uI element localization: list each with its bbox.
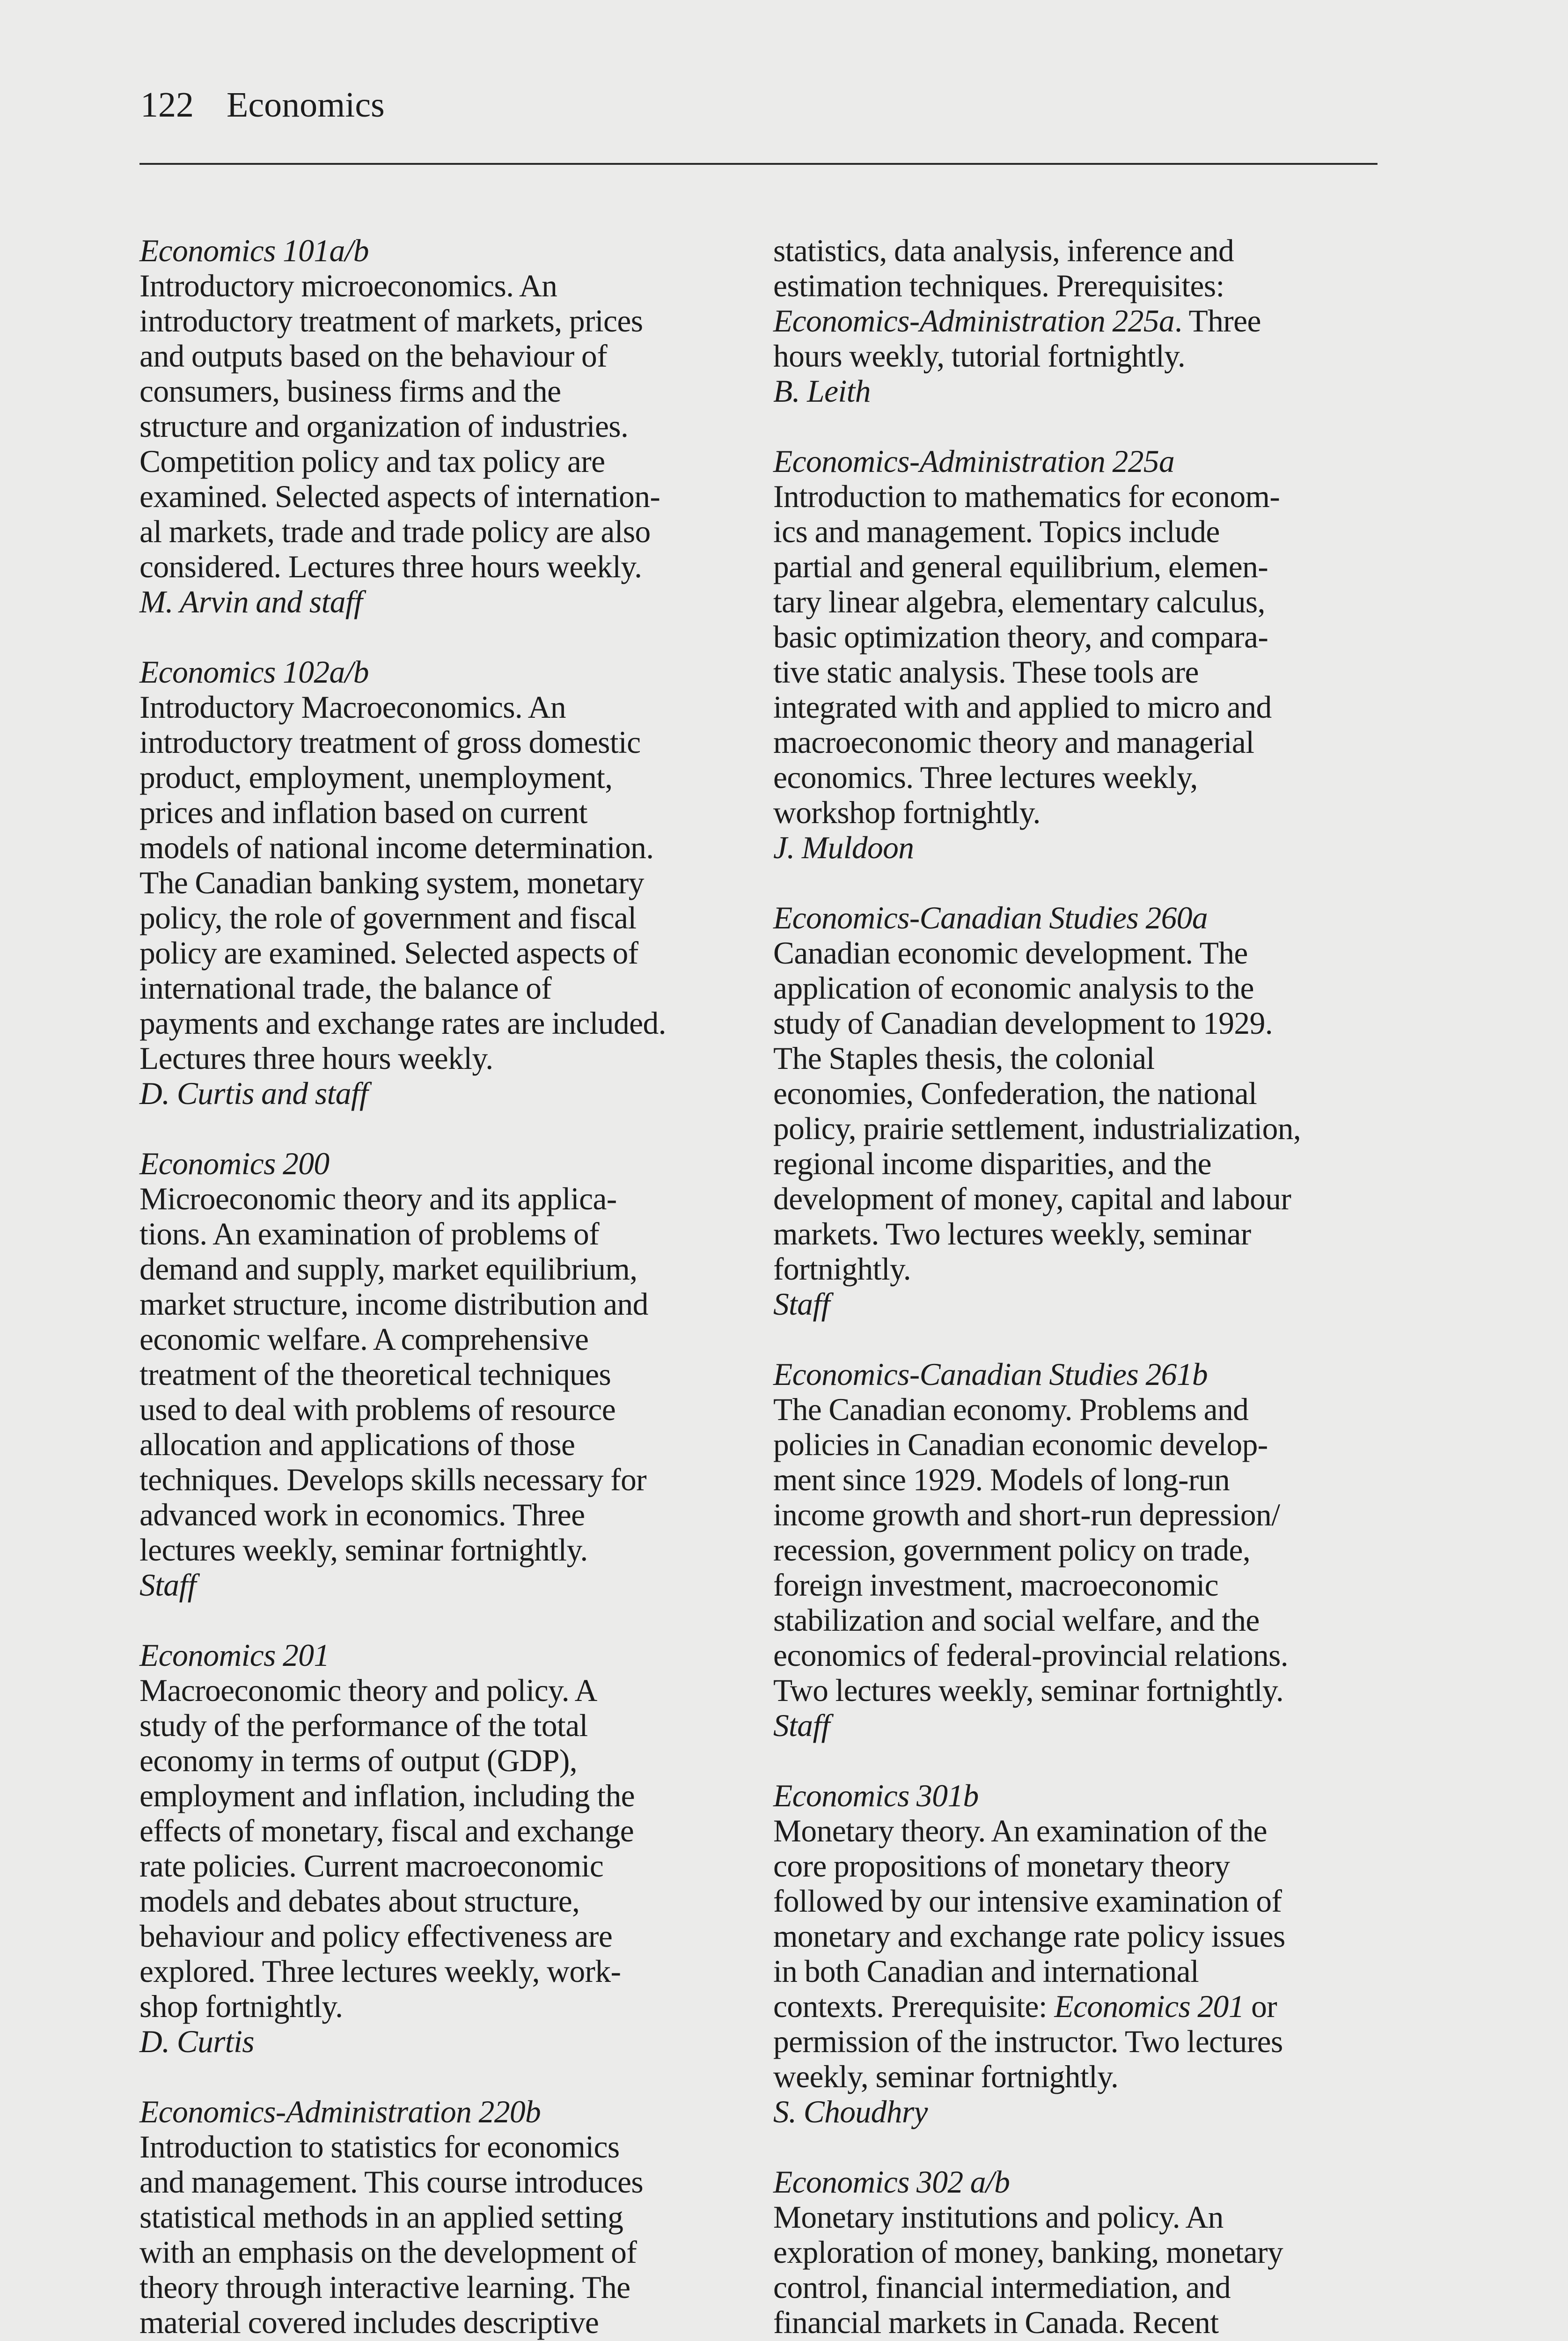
description-line: application of economic analysis to the	[773, 971, 1254, 1006]
course-entry	[139, 1146, 767, 1603]
course-description	[139, 1673, 767, 2024]
description-line: ics and management. Topics include	[773, 514, 1220, 549]
course-description	[773, 935, 1400, 1287]
description-line: policy, prairie settlement, industrialization,	[773, 1111, 1301, 1146]
description-line: introductory treatment of markets, prices	[139, 303, 643, 339]
description-line: with an emphasis on the development of	[139, 2235, 637, 2270]
description-line: financial markets in Canada. Recent	[773, 2305, 1219, 2340]
description-line: economy in terms of output (GDP),	[139, 1743, 578, 1778]
description-line: Competition policy and tax policy are	[139, 444, 605, 479]
description-line: statistics, data analysis, inference and	[773, 233, 1234, 268]
course-description	[773, 2200, 1400, 2340]
description-line: integrated with and applied to micro and	[773, 690, 1272, 725]
description-line: payments and exchange rates are included.	[139, 1006, 666, 1041]
description-line: models of national income determination.	[139, 830, 654, 865]
description-line: policy are examined. Selected aspects of	[139, 935, 638, 971]
description-line: behaviour and policy effectiveness are	[139, 1919, 613, 1954]
course-entry	[773, 2164, 1400, 2340]
course-title: Economics 302 a/b	[773, 2164, 1010, 2200]
description-line: economics. Three lectures weekly,	[773, 760, 1198, 795]
description-line: foreign investment, macroeconomic	[773, 1568, 1218, 1603]
description-line: fortnightly.	[773, 1251, 911, 1287]
description-line: theory through interactive learning. The	[139, 2270, 630, 2305]
description-line: policy, the role of government and fiscal	[139, 900, 637, 935]
description-line: structure and organization of industries.	[139, 409, 629, 444]
course-title: Economics 301b	[773, 1778, 979, 1813]
description-line: Introduction to statistics for economics	[139, 2129, 620, 2164]
right-column	[773, 233, 1400, 2340]
description-line: hours weekly, tutorial fortnightly.	[773, 339, 1186, 374]
description-line: exploration of money, banking, monetary	[773, 2235, 1283, 2270]
course-instructor: Staff	[773, 1287, 830, 1322]
course-title: Economics 102a/b	[139, 655, 369, 690]
description-line: Lectures three hours weekly.	[139, 1041, 493, 1076]
description-line: income growth and short-run depression/	[773, 1497, 1280, 1532]
course-instructor: M. Arvin and staff	[139, 584, 363, 619]
course-instructor: J. Muldoon	[773, 830, 914, 865]
course-description	[773, 479, 1400, 830]
description-line: policies in Canadian economic develop-	[773, 1427, 1268, 1462]
description-line: stabilization and social welfare, and the	[773, 1603, 1260, 1638]
prerequisite-line	[773, 303, 1400, 339]
course-instructor: D. Curtis and staff	[139, 1076, 368, 1111]
course-description	[773, 233, 1400, 374]
course-title: Economics-Canadian Studies 260a	[773, 900, 1208, 935]
description-line: economic welfare. A comprehensive	[139, 1322, 589, 1357]
description-line: Two lectures weekly, seminar fortnightly.	[773, 1673, 1284, 1708]
description-line: The Canadian banking system, monetary	[139, 865, 644, 900]
description-line: ment since 1929. Models of long-run	[773, 1462, 1230, 1497]
course-description	[139, 1181, 767, 1568]
course-entry	[139, 1638, 767, 2059]
course-instructor: B. Leith	[773, 374, 871, 409]
description-line: economics of federal-provincial relations.	[773, 1638, 1289, 1673]
course-instructor: D. Curtis	[139, 2024, 254, 2059]
description-line: Microeconomic theory and its applica-	[139, 1181, 617, 1216]
description-line: Introduction to mathematics for econom-	[773, 479, 1280, 514]
course-description	[773, 1813, 1400, 2094]
description-line: study of the performance of the total	[139, 1708, 588, 1743]
course-title: Economics-Canadian Studies 261b	[773, 1357, 1208, 1392]
description-line: considered. Lectures three hours weekly.	[139, 549, 642, 584]
description-line: Macroeconomic theory and policy. A	[139, 1673, 597, 1708]
left-column	[139, 233, 767, 2340]
prerequisite-course: Economics-Administration 225a	[773, 303, 1175, 339]
description-line: macroeconomic theory and managerial	[773, 725, 1254, 760]
course-description	[139, 268, 767, 584]
description-line: Monetary institutions and policy. An	[773, 2200, 1224, 2235]
description-line: lectures weekly, seminar fortnightly.	[139, 1532, 588, 1568]
description-line: effects of monetary, fiscal and exchange	[139, 1813, 634, 1848]
description-line: tive static analysis. These tools are	[773, 655, 1199, 690]
description-line: material covered includes descriptive	[139, 2305, 599, 2340]
description-line: product, employment, unemployment,	[139, 760, 613, 795]
description-line: shop fortnightly.	[139, 1989, 343, 2024]
description-line: estimation techniques. Prerequisites:	[773, 268, 1224, 303]
header-rule	[139, 163, 1377, 165]
description-line: treatment of the theoretical techniques	[139, 1357, 611, 1392]
prerequisite-text: contexts. Prerequisite:	[773, 1989, 1055, 2024]
description-line: consumers, business firms and the	[139, 374, 561, 409]
description-line: basic optimization theory, and compara-	[773, 619, 1268, 655]
description-line: development of money, capital and labour	[773, 1181, 1291, 1216]
description-line: examined. Selected aspects of internation-	[139, 479, 660, 514]
description-line: Introductory microeconomics. An	[139, 268, 557, 303]
description-line: techniques. Develops skills necessary for	[139, 1462, 646, 1497]
description-line: markets. Two lectures weekly, seminar	[773, 1216, 1251, 1251]
course-entry	[773, 900, 1400, 1322]
course-description	[139, 2129, 767, 2340]
description-line: weekly, seminar fortnightly.	[773, 2059, 1119, 2094]
course-instructor: S. Choudhry	[773, 2094, 928, 2129]
description-line: workshop fortnightly.	[773, 795, 1040, 830]
description-line: allocation and applications of those	[139, 1427, 575, 1462]
course-title: Economics-Administration 225a	[773, 444, 1175, 479]
description-line: control, financial intermediation, and	[773, 2270, 1231, 2305]
description-line: regional income disparities, and the	[773, 1146, 1211, 1181]
description-line: The Staples thesis, the colonial	[773, 1041, 1155, 1076]
course-entry	[139, 2094, 767, 2340]
description-line: employment and inflation, including the	[139, 1778, 635, 1813]
course-description	[139, 690, 767, 1076]
description-line: market structure, income distribution and	[139, 1287, 648, 1322]
description-line: in both Canadian and international	[773, 1954, 1199, 1989]
course-entry	[773, 233, 1400, 409]
description-line: tary linear algebra, elementary calculus,	[773, 584, 1265, 619]
description-line: monetary and exchange rate policy issues	[773, 1919, 1285, 1954]
description-line: rate policies. Current macroeconomic	[139, 1848, 604, 1884]
section-title: Economics	[227, 85, 385, 125]
course-entry	[773, 1778, 1400, 2129]
description-line: Introductory Macroeconomics. An	[139, 690, 566, 725]
description-line: recession, government policy on trade,	[773, 1532, 1251, 1568]
course-description	[773, 1392, 1400, 1708]
description-line: economies, Confederation, the national	[773, 1076, 1257, 1111]
description-line: tions. An examination of problems of	[139, 1216, 600, 1251]
description-line: and outputs based on the behaviour of	[139, 339, 608, 374]
description-line: The Canadian economy. Problems and	[773, 1392, 1249, 1427]
description-line: partial and general equilibrium, elemen-	[773, 549, 1268, 584]
page-header	[140, 87, 385, 123]
description-line: Canadian economic development. The	[773, 935, 1248, 971]
description-line: models and debates about structure,	[139, 1884, 580, 1919]
description-line: used to deal with problems of resource	[139, 1392, 616, 1427]
course-entry	[139, 233, 767, 619]
description-line: advanced work in economics. Three	[139, 1497, 585, 1532]
course-title: Economics-Administration 220b	[139, 2094, 541, 2129]
prerequisite-text: . Three	[1174, 303, 1261, 339]
course-title: Economics 201	[139, 1638, 330, 1673]
description-line: Monetary theory. An examination of the	[773, 1813, 1268, 1848]
description-line: permission of the instructor. Two lectures	[773, 2024, 1283, 2059]
page-number: 122	[140, 85, 194, 125]
course-instructor: Staff	[773, 1708, 830, 1743]
prerequisite-text: or	[1244, 1989, 1277, 2024]
description-line: core propositions of monetary theory	[773, 1848, 1230, 1884]
prerequisite-course: Economics 201	[1054, 1989, 1244, 2024]
description-line: international trade, the balance of	[139, 971, 552, 1006]
course-title: Economics 101a/b	[139, 233, 369, 268]
course-entry	[773, 444, 1400, 865]
description-line: and management. This course introduces	[139, 2164, 644, 2200]
description-line: introductory treatment of gross domestic	[139, 725, 641, 760]
course-title: Economics 200	[139, 1146, 330, 1181]
course-entry	[139, 655, 767, 1111]
description-line: demand and supply, market equilibrium,	[139, 1251, 637, 1287]
description-line: study of Canadian development to 1929.	[773, 1006, 1273, 1041]
course-entry	[773, 1357, 1400, 1743]
description-line: explored. Three lectures weekly, work-	[139, 1954, 621, 1989]
description-line: al markets, trade and trade policy are also	[139, 514, 651, 549]
course-instructor: Staff	[139, 1568, 196, 1603]
prerequisite-line	[773, 1989, 1400, 2024]
description-line: followed by our intensive examination of	[773, 1884, 1282, 1919]
description-line: prices and inflation based on current	[139, 795, 587, 830]
description-line: statistical methods in an applied setting	[139, 2200, 623, 2235]
